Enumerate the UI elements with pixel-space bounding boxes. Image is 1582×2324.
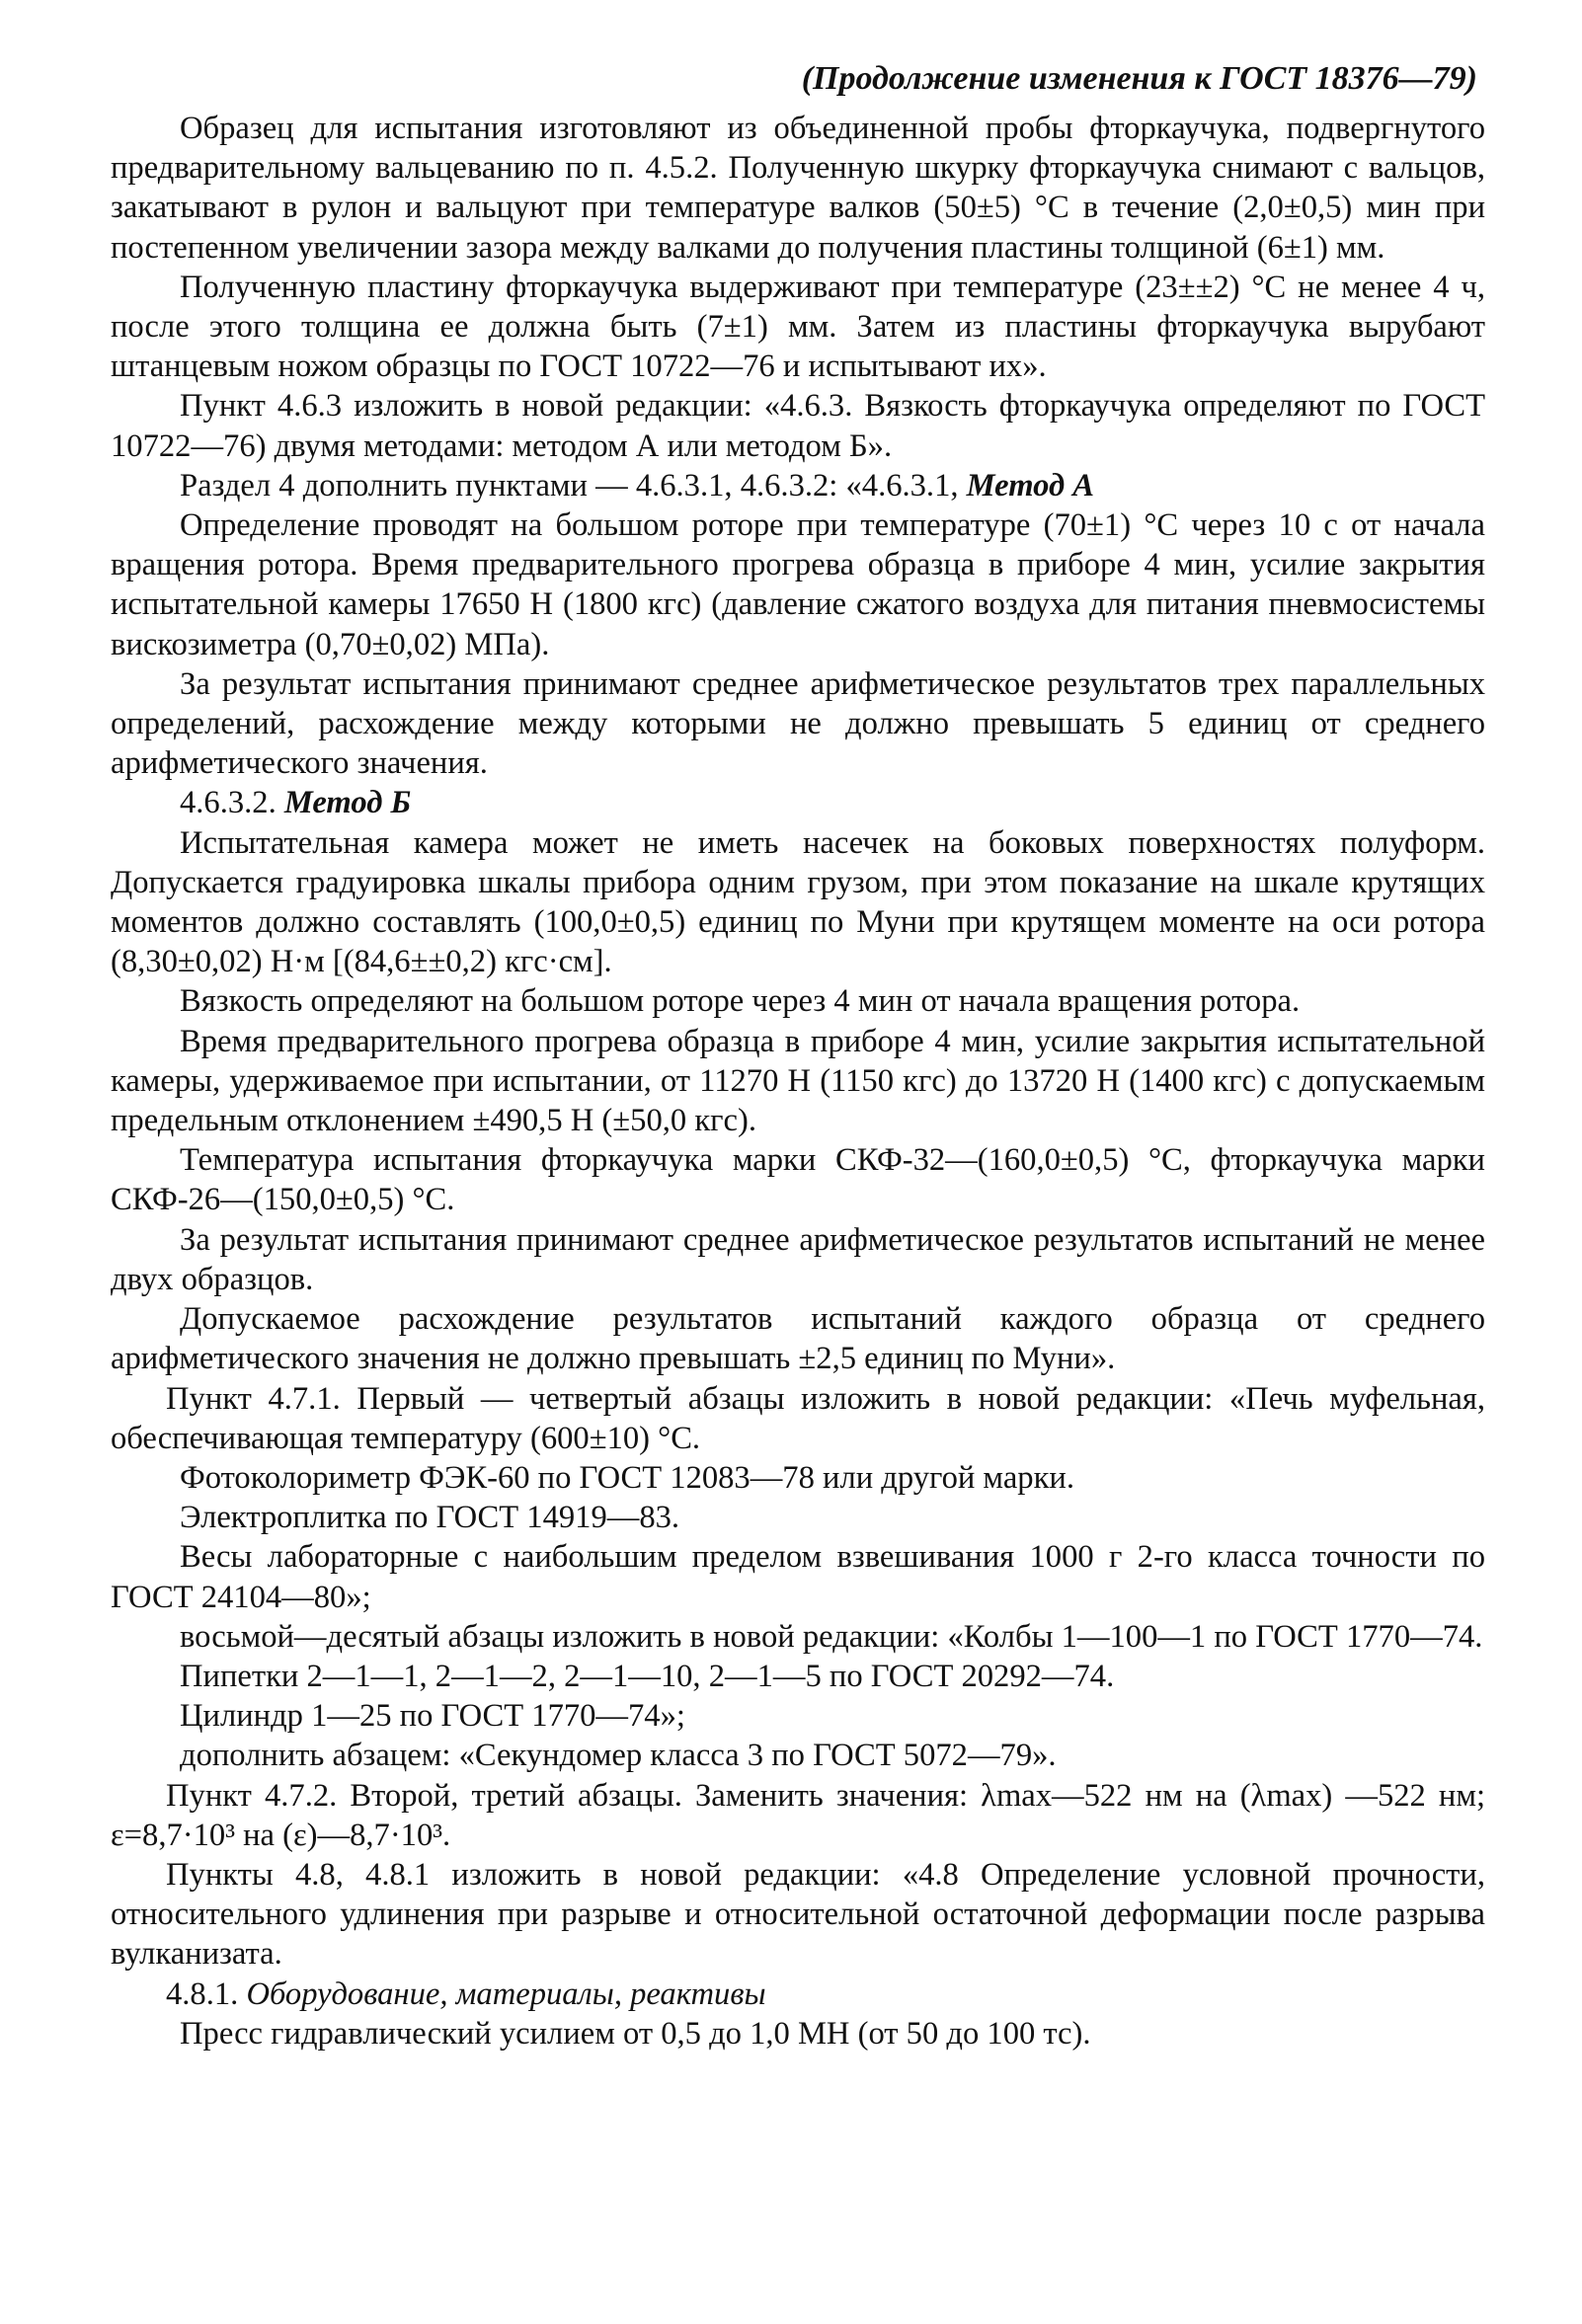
method-b-heading: Метод Б <box>283 785 412 821</box>
method-a-heading: Метод А <box>966 467 1094 504</box>
paragraph: Вязкость определяют на большом роторе через 4 мин от начала вращения ротора. <box>180 983 1301 1020</box>
section-number: 4.6.3.2. <box>180 785 284 821</box>
paragraph: Пипетки 2—1—1, 2—1—2, 2—1—10, 2—1—5 по ГОСТ 20292—74. <box>180 1658 1115 1694</box>
paragraph: Определение проводят на большом роторе при температуре (70±1) °C через 10 с от начала вращения ротора. Время предварительного прогрева образца в приборе 4 мин, усилие закрытия испытательной камеры 17650 Н (1800 кгс) (давление сжатого воздуха для питания пневмосистемы вискозиметра (0,70±0,02) МПа). <box>111 507 1485 662</box>
subsection-heading <box>111 1975 1485 2014</box>
paragraph-text: Раздел 4 дополнить пунктами — 4.6.3.1, 4.6.3.2: «4.6.3.1, <box>180 467 967 504</box>
paragraph: Фотоколориметр ФЭК-60 по ГОСТ 12083—78 или другой марки. <box>180 1459 1074 1496</box>
paragraph: Цилиндр 1—25 по ГОСТ 1770—74»; <box>180 1698 685 1735</box>
paragraph: дополнить абзацем: «Секундомер класса 3 по ГОСТ 5072—79». <box>180 1738 1057 1774</box>
document-page <box>111 57 1485 2053</box>
paragraph: Пресс гидравлический усилием от 0,5 до 1,0 МН (от 50 до 100 тс). <box>180 2015 1091 2052</box>
paragraph: Пункт 4.7.2. Второй, третий абзацы. Заменить значения: λmax—522 нм на (λmax) —522 нм; ε=8,7·10³ на (ε)—8,7·10³. <box>111 1777 1485 1853</box>
paragraph: За результат испытания принимают среднее арифметическое результатов испытаний не менее двух образцов. <box>111 1221 1485 1297</box>
paragraph: Температура испытания фторкаучука марки СКФ-32—(160,0±0,5) °C, фторкаучука марки СКФ-26—(150,0±0,5) °C. <box>111 1142 1485 1218</box>
paragraph: Допускаемое расхождение результатов испытаний каждого образца от среднего арифметического значения не должно превышать ±2,5 единиц по Муни». <box>111 1301 1485 1377</box>
paragraph: Электроплитка по ГОСТ 14919—83. <box>180 1500 680 1536</box>
paragraph: Время предварительного прогрева образца в приборе 4 мин, усилие закрытия испытательной камеры, удерживаемое при испытании, от 11270 Н (1150 кгс) до 13720 Н (1400 кгс) с допускаемым предельным отклонением ±490,5 Н (±50,0 кгс). <box>111 1023 1485 1139</box>
section-heading <box>111 783 1485 822</box>
paragraph: Испытательная камера может не иметь насечек на боковых поверхностях полуформ. Допускается градуировка шкалы прибора одним грузом, при этом показание на шкале крутящих моментов должно составлять (100,0±0,5) единиц по Муни при крутящем моменте на оси ротора (8,30±0,02) Н·м [(84,6±±0,2) кгс·см]. <box>111 824 1485 980</box>
page-header: (Продолжение изменения к ГОСТ 18376—79) <box>801 60 1477 97</box>
equipment-heading: Оборудование, материалы, реактивы <box>246 1975 766 2012</box>
paragraph: Пункты 4.8, 4.8.1 изложить в новой редакции: «4.8 Определение условной прочности, относительного удлинения при разрыве и относительной остаточной деформации после разрыва вулканизата. <box>111 1856 1485 1973</box>
paragraph: Полученную пластину фторкаучука выдерживают при температуре (23±±2) °C не менее 4 ч, после этого толщина ее должна быть (7±1) мм. Затем из пластины фторкаучука вырубают штанцевым ножом образцы по ГОСТ 10722—76 и испытывают их». <box>111 269 1485 385</box>
paragraph: Пункт 4.6.3 изложить в новой редакции: «4.6.3. Вязкость фторкаучука определяют по ГОСТ 10722—76) двумя методами: методом А или методом Б». <box>111 388 1485 464</box>
section-number: 4.8.1. <box>166 1975 247 2012</box>
paragraph: восьмой—десятый абзацы изложить в новой редакции: «Колбы 1—100—1 по ГОСТ 1770—74. <box>180 1618 1483 1655</box>
paragraph: Пункт 4.7.1. Первый — четвертый абзацы изложить в новой редакции: «Печь муфельная, обеспечивающая температуру (600±10) °C. <box>111 1380 1485 1456</box>
paragraph: Весы лабораторные с наибольшим пределом взвешивания 1000 г 2-го класса точности по ГОСТ 24104—80»; <box>111 1539 1485 1615</box>
paragraph-with-heading <box>111 466 1485 505</box>
paragraph: Образец для испытания изготовляют из объединенной пробы фторкаучука, подвергнутого предварительному вальцеванию по п. 4.5.2. Полученную шкурку фторкаучука снимают с вальцов, закатывают в рулон и вальцуют при температуре валков (50±5) °C в течение (2,0±0,5) мин при постепенном увеличении зазора между валками до получения пластины толщиной (6±1) мм. <box>111 111 1485 266</box>
paragraph: За результат испытания принимают среднее арифметическое результатов трех параллельных определений, расхождение между которыми не должно превышать 5 единиц от среднего арифметического значения. <box>111 665 1485 782</box>
